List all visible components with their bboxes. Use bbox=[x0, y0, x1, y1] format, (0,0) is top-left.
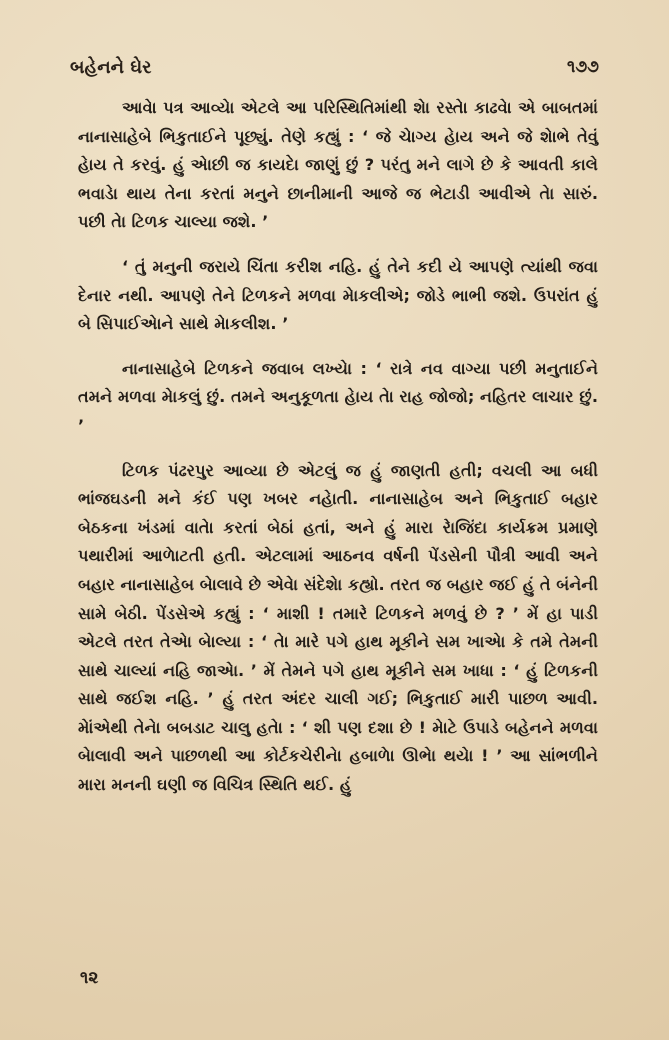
body-text bbox=[78, 94, 598, 816]
page-number: ૧૭૭ bbox=[567, 57, 599, 77]
paragraph-4: ટિળક પંઢરપુર આવ્યા છે એટલું જ હું જાણતી હતી; વચલી આ બધી ભાંજઘડની મને કંઈ પણ ખબર નહેાતી. નાનાસાહેબ અને ભિકુતાઈ બહાર બેઠકના ખંડમાં વાતેા કરતાં બેઠાં હતાં, અને હું મારા રેાજિંદા કાર્યક્રમ પ્રમાણે પથારીમાં આળેાટતી હતી. એટલામાં આઠનવ વર્ષની પેંડસેની પૌત્રી આવી અને બહાર નાનાસાહેબ બેાલાવે છે એવેા સંદેશેા કહ્યો. તરત જ બહાર જઈ હું તે બંનેની સામે બેઠી. પેંડસેએ કહ્યું : ‘ માશી ! તમારે ટિળકને મળવું છે ? ’ મેં હા પાડી એટલે તરત તેએા બેાલ્યા : ‘ તેા મારે પગે હાથ મૂકીને સમ ખાએા કે તમે તેમની સાથે ચાલ્યાં નહિ જાએા. ’ મેં તેમને પગે હાથ મૂકીને સમ ખાધા : ‘ હું ટિળકની સાથે જઈશ નહિ. ’ હું તરત અંદર ચાલી ગઈ; ભિકુતાઈ મારી પાછળ આવી. મેાંએથી તેનેા બબડાટ ચાલુ હતેા : ‘ શી પણ દશા છે ! મેાટે ઉપાડે બહેનને મળવા બેાલાવી અને પાછળથી આ કોર્ટકચેરીનેા હબાળેા ઊભેા થયેા ! ’ આ સાંભળીને મારા મનની ઘણી જ વિચિત્ર સ્થિતિ થઈ. હું bbox=[78, 460, 598, 795]
paragraph-2: ‘ તું મનુની જરાયે ચિંતા કરીશ નહિ. હું તેને કદી યે આપણે ત્યાંથી જવા દેનાર નથી. આપણે તેને ટિળકને મળવા મેાકલીએ; જોડે ભાભી જશે. ઉપરાંત હું બે સિપાઈએાને સાથે મેાકલીશ. ’ bbox=[78, 256, 598, 334]
signature-mark: ૧૨ bbox=[80, 968, 99, 988]
paragraph-3: નાનાસાહેબે ટિળકને જવાબ લખ્યેા : ‘ રાત્રે નવ વાગ્યા પછી મનુતાઈને તમને મળવા મેાકલું છું. તમને અનુકૂળતા હેાય તેા રાહ જોજો; નહિતર લાચાર છું. ’ bbox=[78, 358, 598, 435]
paragraph-1: આવેા પત્ર આવ્યેા એટલે આ પરિસ્થિતિમાંથી શેા રસ્તેા કાઢવેા એ બાબતમાં નાનાસાહેબે ભિકુતાઈને પૂછ્યું. તેણે કહ્યું : ‘ જે ચેાગ્ય હેાય અને જે શેાભે તેવું હેાય તે કરવું. હું એાછી જ કાયદેા જાણું છું ? પરંતુ મને લાગે છે કે આવતી કાલે ભવાડેા થાય તેના કરતાં મનુને છાનીમાની આજે જ ભેટાડી આવીએ તેા સારું. પછી તેા ટિળક ચાલ્યા જશે. ’ bbox=[78, 98, 598, 232]
running-head: બહેનને ઘેર bbox=[70, 56, 152, 78]
page-header bbox=[70, 52, 599, 82]
